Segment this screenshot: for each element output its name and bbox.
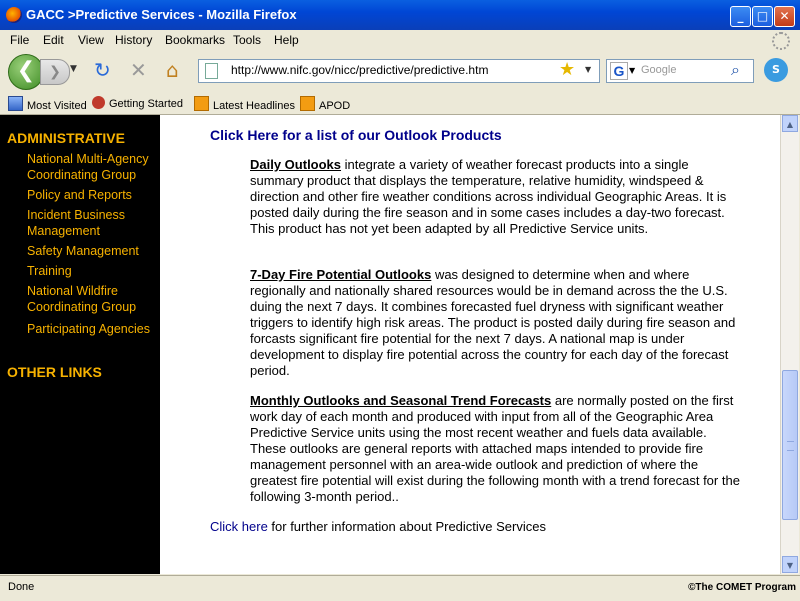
bookmarks-toolbar <box>0 92 800 115</box>
sidebar <box>0 115 160 574</box>
close-button[interactable]: ✕ <box>774 6 795 27</box>
search-box[interactable] <box>606 59 754 83</box>
minimize-button[interactable]: _ <box>730 6 751 27</box>
stop-icon[interactable]: ✕ <box>130 58 147 82</box>
sidebar-item-policy[interactable]: Policy and Reports <box>27 188 132 202</box>
daily-outlooks-text: integrate a variety of weather forecast products into a single summary product that displays the temperature, relative humidity, windspeed & direction and other fire weather conditions across individual Geographic Areas. It is posted daily during the fire season and in some cases includes a day-two forecast. This product has not yet been adapted by all Predictive Service units. <box>250 157 727 236</box>
daily-outlooks-link[interactable]: Daily Outlooks <box>250 157 342 172</box>
outlook-products-link[interactable]: Click Here for a list of our Outlook Products <box>210 127 502 143</box>
menu-tools[interactable]: Tools <box>233 33 262 47</box>
monthly-outlooks-paragraph <box>250 393 745 505</box>
further-info-line <box>210 519 546 534</box>
folder-icon <box>8 96 23 111</box>
url-bar[interactable] <box>198 59 600 83</box>
menu-help[interactable]: Help <box>274 33 299 47</box>
bookmark-star-icon[interactable]: ★ <box>559 59 576 80</box>
daily-outlooks-paragraph <box>250 157 745 237</box>
skype-icon[interactable]: S <box>764 58 788 82</box>
url-dropdown-icon[interactable]: ▼ <box>585 65 592 74</box>
forward-button[interactable]: ❯ <box>40 59 70 85</box>
sidebar-item-participating-agencies[interactable]: Participating Agencies <box>27 322 150 336</box>
throbber-icon <box>772 32 790 50</box>
rss-icon <box>300 96 315 111</box>
bookmark-latest-headlines[interactable]: Latest Headlines <box>194 96 295 112</box>
scroll-up-arrow-icon[interactable]: ▲ <box>782 115 798 132</box>
bookmark-getting-started[interactable]: Getting Started <box>92 96 183 110</box>
rss-icon <box>194 96 209 111</box>
further-info-text: for further information about Predictive Services <box>267 519 546 534</box>
sidebar-item-safety[interactable]: Safety Management <box>27 244 139 258</box>
monthly-outlooks-text: are normally posted on the first work day of each month and produced with input from all of the Geographic Area Predictive Service units using the most recent weather and fuels data available. These outlooks are general reports with attached maps intended to provide fire management personnel with an area-wide outlook and prediction of where the greatest fire potential will exist during the following month with a trend forecast for the following 3-month period.. <box>250 393 740 504</box>
menu-view[interactable]: View <box>78 33 104 47</box>
sidebar-heading-administrative: ADMINISTRATIVE <box>7 130 125 146</box>
window-title: GACC >Predictive Services - Mozilla Firefox <box>26 7 297 22</box>
maximize-button[interactable]: □ <box>752 6 773 27</box>
scrollbar-thumb[interactable] <box>782 370 798 520</box>
sidebar-item-nwcg[interactable]: National Wildfire Coordinating Group <box>27 284 137 314</box>
seven-day-outlooks-text: was designed to determine when and where regionally and nationally shared resources would be in demand across the the U.S. duing the next 7 days. It combines forecasted fuel dryness with significant weather triggers to identify high risk areas. The product is posted daily during fire season and forcasts significant fire potential for the next 7 days. A national map is under development to display fire potential across the country for each day of the forecast period. <box>250 267 736 378</box>
menu-history[interactable]: History <box>115 33 153 47</box>
bookmark-most-visited[interactable]: Most Visited <box>8 96 87 112</box>
comet-credit: ©The COMET Program <box>688 582 796 593</box>
navigation-toolbar <box>0 50 800 92</box>
sidebar-heading-other-links: OTHER LINKS <box>7 364 102 380</box>
search-icon[interactable]: ⌕ <box>731 60 740 79</box>
sidebar-item-training[interactable]: Training <box>27 264 72 278</box>
back-button[interactable]: ❮ <box>8 54 44 90</box>
grip-icon <box>787 441 794 451</box>
title-bar <box>0 0 800 30</box>
google-search-engine-icon[interactable]: G <box>610 62 628 80</box>
menu-edit[interactable]: Edit <box>43 33 64 47</box>
url-text: http://www.nifc.gov/nicc/predictive/predictive.htm <box>231 63 489 77</box>
bookmark-apod[interactable]: APOD <box>300 96 350 112</box>
menu-bookmarks[interactable]: Bookmarks <box>165 33 226 47</box>
firefox-icon <box>6 7 22 23</box>
page-content <box>0 115 780 574</box>
page-icon <box>205 63 218 79</box>
sidebar-item-nmac[interactable]: National Multi-Agency Coordinating Group <box>27 152 149 182</box>
monthly-outlooks-link[interactable]: Monthly Outlooks and Seasonal Trend Forecasts <box>250 393 552 408</box>
reload-icon[interactable]: ↻ <box>94 58 111 82</box>
further-info-link[interactable]: Click here <box>210 519 268 534</box>
search-placeholder: Google <box>641 64 677 76</box>
vertical-scrollbar[interactable] <box>780 115 799 574</box>
seven-day-outlooks-link[interactable]: 7-Day Fire Potential Outlooks <box>250 267 432 282</box>
history-dropdown-icon[interactable]: ▼ <box>70 64 77 74</box>
status-bar <box>0 575 800 601</box>
scroll-down-arrow-icon[interactable]: ▼ <box>782 556 798 573</box>
search-engine-dropdown-icon[interactable]: ▼ <box>629 66 636 75</box>
seven-day-outlooks-paragraph <box>250 267 745 379</box>
firefox-bookmark-icon <box>92 96 105 109</box>
menu-bar <box>0 30 800 50</box>
sidebar-item-incident-business[interactable]: Incident Business Management <box>27 208 125 238</box>
menu-file[interactable]: File <box>10 33 30 47</box>
home-icon[interactable]: ⌂ <box>166 58 179 82</box>
status-text: Done <box>8 581 35 593</box>
main-content <box>160 115 780 574</box>
